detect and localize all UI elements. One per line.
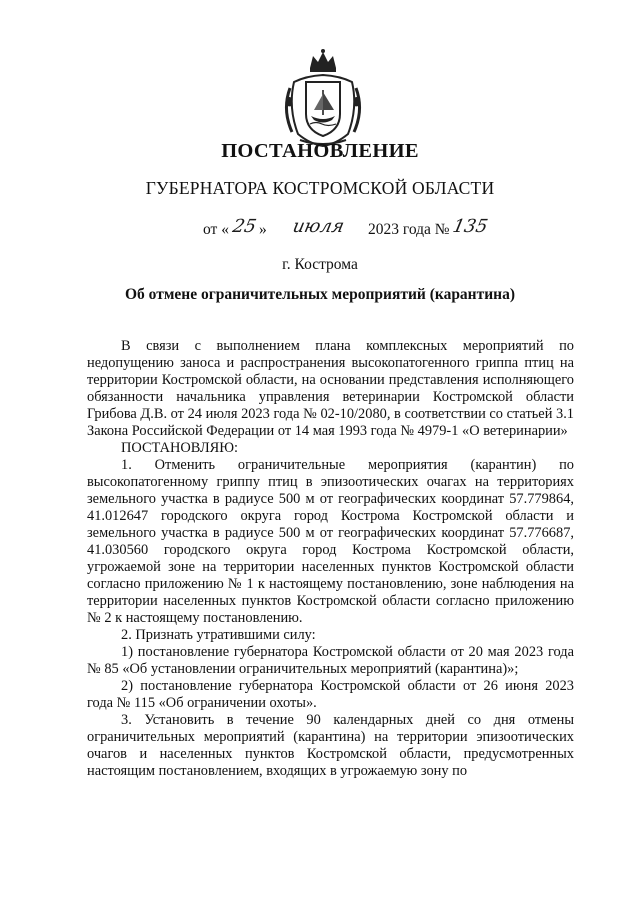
item-2-paragraph: 2. Признать утратившими силу: — [121, 627, 316, 643]
document-body — [87, 338, 574, 780]
item-1-paragraph: 1. Отменить ограничительные мероприятия (карантин) по высокопатогенному гриппу птиц в эпизоотических очагах на территориях земельного участка в радиусе 500 м от географических координат 57.779864, 41.012647 городского округа город Кострома Костромской области и земельного участка в радиусе 500 м от географических координат 57.776687, 41.030560 городского округа город Кострома Костромской области, угрожаемой зоне на территории населенных пунктов Костромской области согласно приложению № 1 к настоящему постановлению, зоне наблюдения на территории населенных пунктов Костромской области согласно приложению № 2 к настоящему постановлению. — [87, 457, 574, 626]
date-quote-close: » — [259, 221, 267, 238]
handwritten-doc-number: 135 — [450, 216, 490, 237]
date-prefix: от « — [203, 221, 229, 238]
date-year: 2023 года № — [368, 221, 450, 238]
document-heading: Об отмене ограничительных мероприятий (карантина) — [124, 286, 516, 303]
document-issuer: ГУБЕРНАТОРА КОСТРОМСКОЙ ОБЛАСТИ — [145, 178, 495, 198]
handwritten-day: 25 — [230, 216, 259, 237]
city-label: г. Кострома — [282, 256, 358, 273]
intro-paragraph: В связи с выполнением плана комплексных мероприятий по недопущению заноса и распространения высокопатогенного гриппа птиц на территории Костромской области, на основании представления исполняющего обязанности начальника управления ветеринарии Костромской области Грибова Д.В. от 24 июля 2023 года № 02-10/2080, в соответствии со статьей 3.1 Закона Российской Федерации от 14 мая 1993 года № 4979-1 «О ветеринарии» — [87, 338, 574, 439]
item-2-2-paragraph: 2) постановление губернатора Костромской области от 26 июня 2023 года № 115 «Об ограничении охоты». — [87, 678, 574, 711]
date-number-line — [203, 218, 523, 244]
handwritten-month: июля — [290, 216, 347, 237]
item-2-1-paragraph: 1) постановление губернатора Костромской области от 20 мая 2023 года № 85 «Об установлении ограничительных мероприятий (карантина)»; — [87, 644, 574, 677]
decree-word: ПОСТАНОВЛЯЮ: — [121, 440, 239, 456]
coat-of-arms-icon — [280, 48, 366, 148]
item-3-paragraph: 3. Установить в течение 90 календарных дней со дня отмены ограничительных мероприятий (карантина) на территории эпизоотических очагов и населенных пунктов Костромской области, предусмотренных настоящим постановлением, входящих в угрожаемую зону по — [87, 712, 574, 779]
document-title: ПОСТАНОВЛЕНИЕ — [221, 140, 419, 162]
